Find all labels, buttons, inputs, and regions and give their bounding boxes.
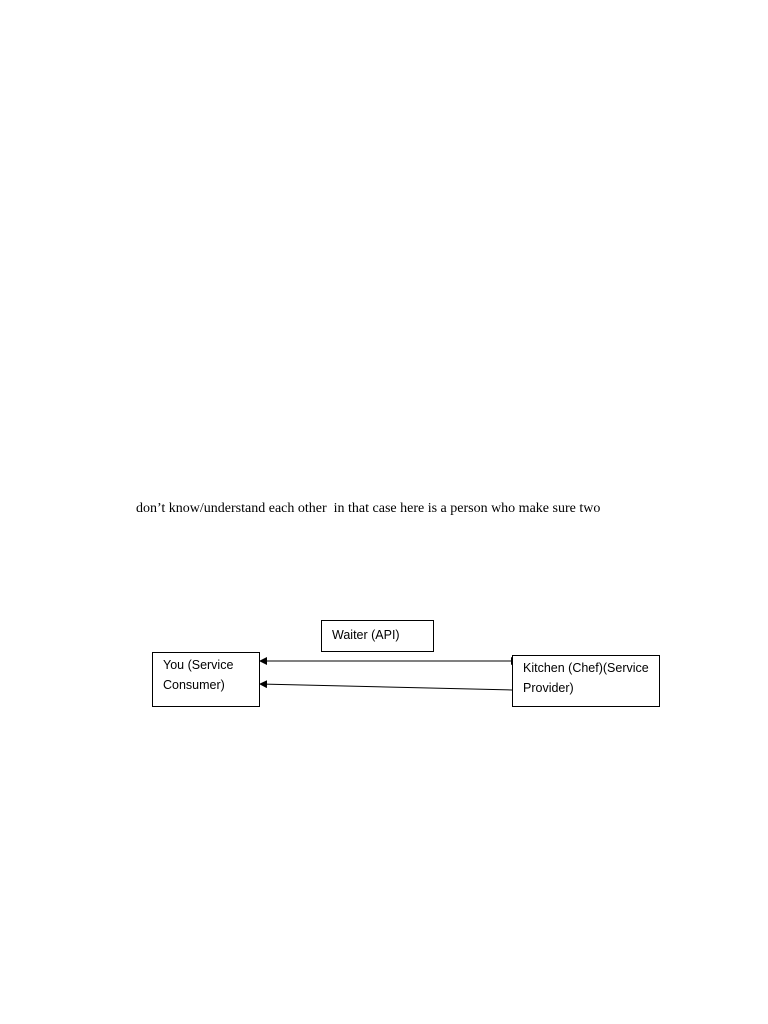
service-provider-label-line2: Provider) [523,681,574,695]
waiter-api-box [321,620,434,652]
service-consumer-label-line2: Consumer) [163,678,225,692]
service-consumer-box [152,652,260,707]
body-text-line: don’t know/understand each other in that case here is a person who make sure two [136,501,601,516]
response-arrow [260,684,512,690]
service-provider-box [512,655,660,707]
service-provider-label-line1: Kitchen (Chef)(Service [523,661,649,675]
service-consumer-label-line1: You (Service [163,658,234,672]
waiter-api-label: Waiter (API) [332,628,400,642]
